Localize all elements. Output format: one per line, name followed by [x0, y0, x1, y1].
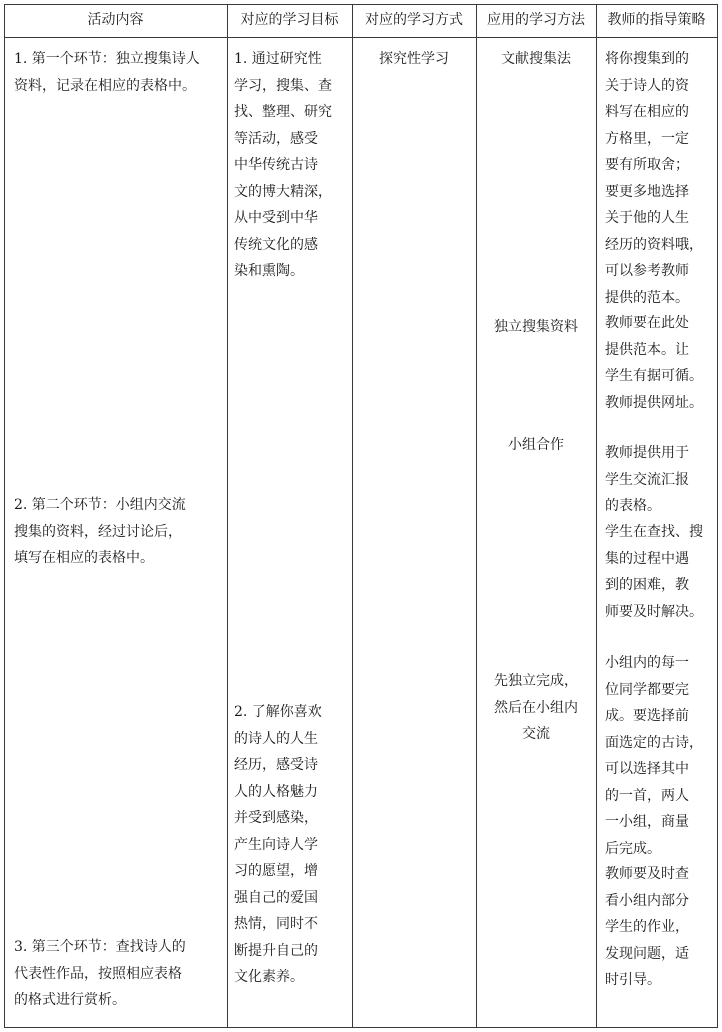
- goal-2: 2. 了解你喜欢 的诗人的人生 经历，感受诗 人的人格魅力 并受到感染， 产生向诗人学 习的愿望，增 强自己的爱国 热情，同时不 断提升自己的 文化素养。: [234, 704, 322, 985]
- strategy-table: [4, 4, 718, 1028]
- table-bottom-border: [4, 1027, 718, 1028]
- learning-mode: 探究性学习: [379, 51, 449, 67]
- header-teacher-strategy: 教师的指导策略: [607, 12, 706, 28]
- strategy-4: 学生在查找、搜 集的过程中遇 到的困难，教 师要及时解决。: [605, 524, 703, 620]
- activity-1: 1. 第一个环节：独立搜集诗人 资料，记录在相应的表格中。: [14, 51, 200, 94]
- activity-3: 3. 第三个环节：查找诗人的 代表性作品，按照相应表格 的格式进行赏析。: [14, 939, 186, 1008]
- table-right-border: [717, 4, 718, 1028]
- method-literature: 文献搜集法: [501, 51, 571, 67]
- strategy-6: 教师要及时查 看小组内部分 学生的作业， 发现问题，适 时引导。: [605, 866, 689, 988]
- header-activity: 活动内容: [87, 12, 144, 28]
- column-divider: [227, 4, 228, 1028]
- strategy-2: 教师要在此处 提供范本。让 学生有据可循。 教师提供网址。: [605, 315, 703, 411]
- column-divider: [596, 4, 597, 1028]
- column-divider: [476, 4, 477, 1028]
- strategy-3: 教师提供用于 学生交流汇报 的表格。: [605, 445, 689, 514]
- header-learning-mode: 对应的学习方式: [365, 12, 463, 28]
- table-left-border: [4, 4, 5, 1028]
- header-goal: 对应的学习目标: [240, 12, 339, 28]
- header-learning-method: 应用的学习方法: [487, 12, 585, 28]
- activity-2: 2. 第二个环节：小组内交流 搜集的资料，经过讨论后， 填写在相应的表格中。: [14, 497, 186, 566]
- column-divider: [352, 4, 353, 1028]
- header-bottom-border: [4, 37, 718, 38]
- method-group: 小组合作: [508, 437, 564, 453]
- method-independent-then-group: 先独立完成， 然后在小组内 交流: [494, 673, 578, 742]
- strategy-1: 将你搜集到的 关于诗人的资 料写在相应的 方格里，一定 要有所取舍； 要更多地选择 关于他的人生 经历的资料哦， 可以参考教师 提供的范本。: [605, 51, 703, 306]
- method-independent: 独立搜集资料: [494, 319, 578, 335]
- goal-1: 1. 通过研究性 学习，搜集、查 找、整理、研究 等活动，感受 中华传统古诗 文的博大精深， 从中受到中华 传统文化的感 染和熏陶。: [234, 51, 332, 279]
- strategy-5: 小组内的每一 位同学都要完 成。要选择前 面选定的古诗， 可以选择其中 的一首，两人 一小组，商量 后完成。: [605, 655, 703, 857]
